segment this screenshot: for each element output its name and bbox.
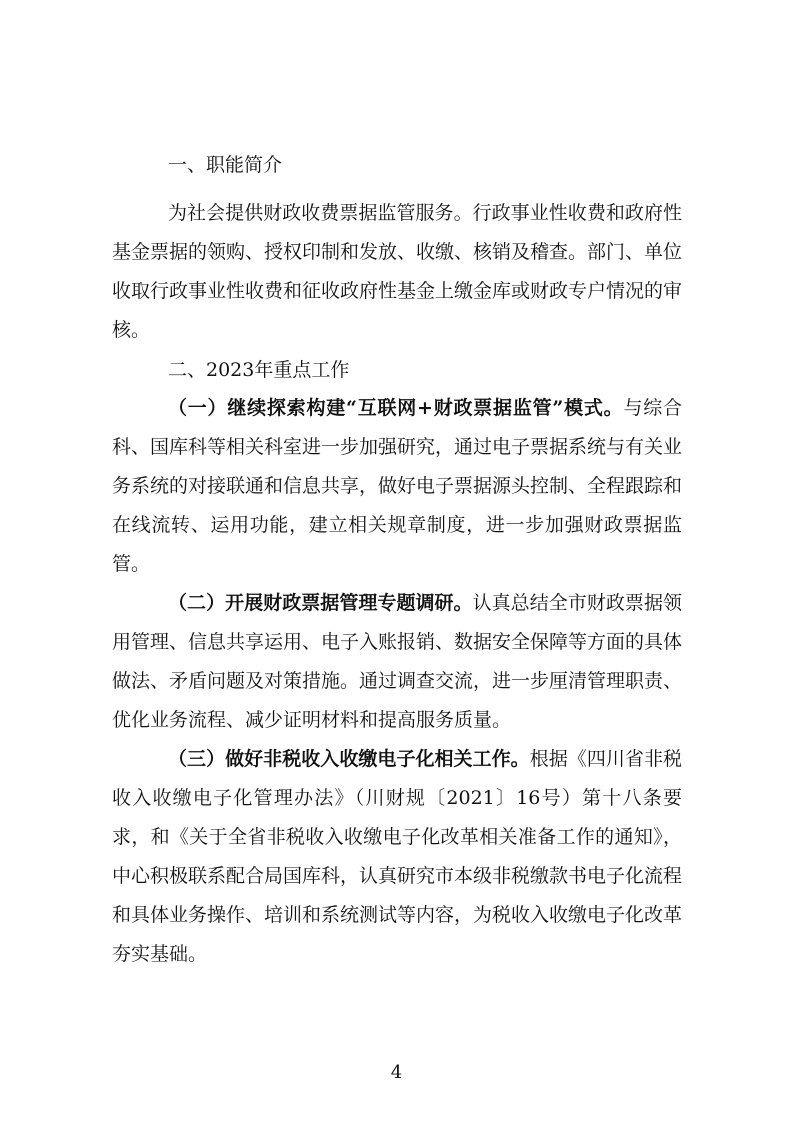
work-item-2-title: （二）开展财政票据管理专题调研。 bbox=[168, 592, 473, 614]
work-item-3 bbox=[112, 740, 682, 974]
page-number: 4 bbox=[390, 1062, 403, 1083]
work-item-2 bbox=[112, 584, 682, 740]
work-item-3-text: 根据《四川省非税收入收缴电子化管理办法》（川财规〔2021〕16号）第十八条要求，和《关于全省非税收入收缴电子化改革相关准备工作的通知》，中心积极联系配合局国库科，认真研究市本级非税缴款书电子化流程和具体业务操作、培训和系统测试等内容，为税收入收缴电子化改革夯实基础。 bbox=[112, 748, 683, 965]
section2-body bbox=[112, 389, 682, 974]
work-item-1-text: 与综合科、国库科等相关科室进一步加强研究，通过电子票据系统与有关业务系统的对接联通和信息共享，做好电子票据源头控制、全程跟踪和在线流转、运用功能，建立相关规章制度，进一步加强财政票据监管。 bbox=[112, 397, 683, 575]
section1-heading: 一、职能简介 bbox=[168, 154, 283, 176]
work-item-1-title: （一）继续探索构建“互联网+财政票据监管”模式。 bbox=[168, 397, 624, 419]
work-item-2-text: 认真总结全市财政票据领用管理、信息共享运用、电子入账报销、数据安全保障等方面的具体做法、矛盾问题及对策措施。通过调查交流，进一步厘清管理职责、优化业务流程、减少证明材料和提高服务质量。 bbox=[112, 592, 683, 731]
section1-body bbox=[112, 194, 682, 350]
section1-paragraph: 为社会提供财政收费票据监管服务。行政事业性收费和政府性基金票据的领购、授权印制和发放、收缴、核销及稽查。部门、单位收取行政事业性收费和征收政府性基金上缴金库或财政专户情况的审核。 bbox=[112, 202, 683, 341]
section2-heading: 二、2023年重点工作 bbox=[168, 359, 350, 381]
work-item-3-title: （三）做好非税收入收缴电子化相关工作。 bbox=[168, 748, 530, 770]
work-item-1 bbox=[112, 389, 682, 584]
